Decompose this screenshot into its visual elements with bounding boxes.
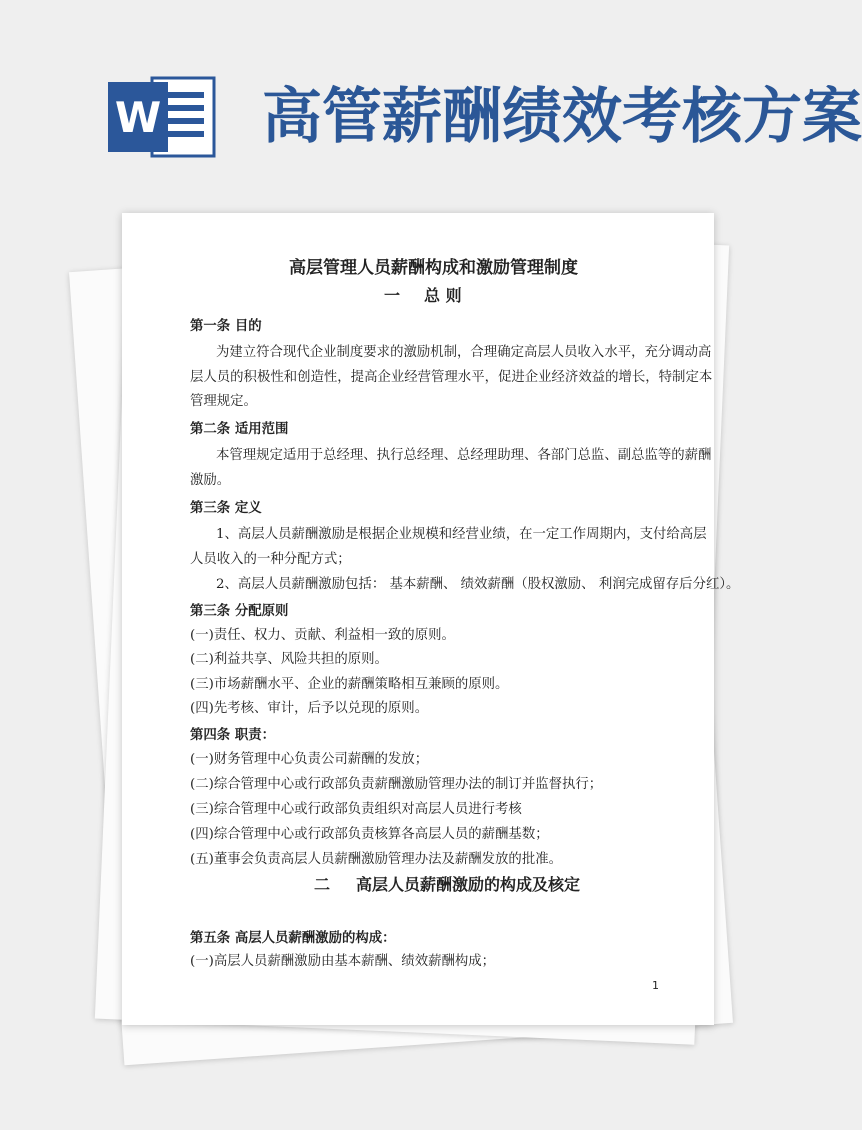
- document-title: 高层管理人员薪酬构成和激励管理制度: [289, 258, 578, 278]
- article-2-heading: 第二条 适用范围: [190, 421, 289, 437]
- header-title: 高管薪酬绩效考核方案: [262, 82, 862, 152]
- list-item: (一)高层人员薪酬激励由基本薪酬、绩效薪酬构成；: [190, 954, 496, 969]
- paragraph-line: 人员收入的一种分配方式；: [190, 552, 351, 567]
- paragraph-line: 激励。: [190, 473, 231, 488]
- article-3-principles-heading: 第三条 分配原则: [190, 603, 289, 619]
- word-document-icon: [108, 72, 218, 162]
- list-item: (四)先考核、审计，后予以兑现的原则。: [190, 701, 429, 716]
- section-2-number: 二: [314, 875, 331, 894]
- list-item: (四)综合管理中心或行政部负责核算各高层人员的薪酬基数；: [190, 827, 549, 842]
- paragraph-line: 管理规定。: [190, 394, 257, 409]
- paragraph-line: 2、高层人员薪酬激励包括： 基本薪酬、 绩效薪酬（股权激励、 利润完成留存后分红）。: [216, 577, 740, 592]
- article-5-heading: 第五条 高层人员薪酬激励的构成：: [190, 930, 396, 946]
- section-1-title: 总 则: [424, 286, 462, 305]
- article-3-definition-heading: 第三条 定义: [190, 500, 262, 516]
- list-item: (二)综合管理中心或行政部负责薪酬激励管理办法的制订并监督执行；: [190, 777, 603, 792]
- document-page: [122, 213, 740, 1025]
- article-1-heading: 第一条 目的: [190, 318, 262, 334]
- article-4-heading: 第四条 职责：: [190, 727, 276, 743]
- paragraph-line: 为建立符合现代企业制度要求的激励机制，合理确定高层人员收入水平，充分调动高: [216, 345, 712, 360]
- paragraph-line: 本管理规定适用于总经理、执行总经理、总经理助理、各部门总监、副总监等的薪酬: [216, 448, 712, 463]
- svg-text:W: W: [114, 93, 162, 142]
- page-number: 1: [652, 979, 659, 992]
- list-item: (五)董事会负责高层人员薪酬激励管理办法及薪酬发放的批准。: [190, 852, 562, 867]
- list-item: (二)利益共享、风险共担的原则。: [190, 652, 388, 667]
- list-item: (一)财务管理中心负责公司薪酬的发放；: [190, 752, 429, 767]
- paragraph-line: 层人员的积极性和创造性，提高企业经营管理水平，促进企业经济效益的增长，特制定本: [190, 370, 713, 385]
- section-2-title: 高层人员薪酬激励的构成及核定: [356, 875, 581, 894]
- list-item: (三)综合管理中心或行政部负责组织对高层人员进行考核: [190, 802, 522, 817]
- paragraph-line: 1、高层人员薪酬激励是根据企业规模和经营业绩，在一定工作周期内，支付给高层: [216, 527, 707, 542]
- list-item: (一)责任、权力、贡献、利益相一致的原则。: [190, 628, 455, 643]
- list-item: (三)市场薪酬水平、企业的薪酬策略相互兼顾的原则。: [190, 677, 509, 692]
- section-1-number: 一: [384, 286, 401, 305]
